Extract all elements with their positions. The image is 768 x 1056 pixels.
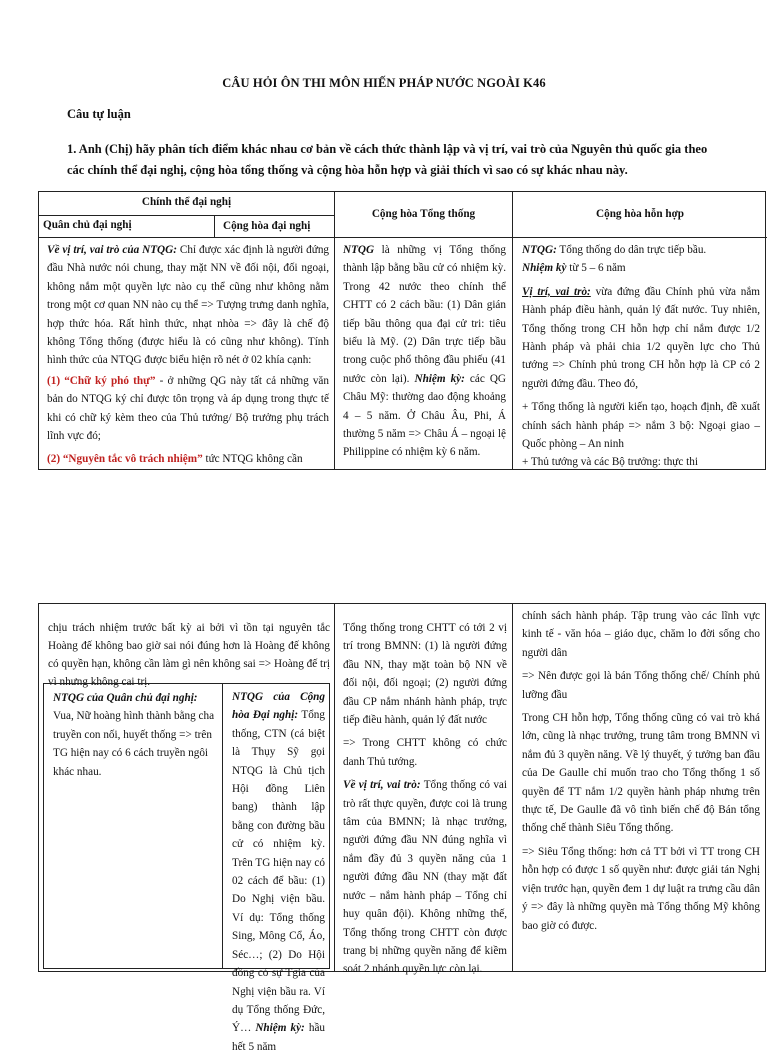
label: Về vị trí, vai trò của NTQG: <box>47 244 177 256</box>
label: (1) “Chữ ký phó thự” <box>47 374 156 387</box>
label: Nhiệm kỳ: <box>255 1022 305 1035</box>
text: là những vị Tổng thống thành lập bằng bầu cử có nhiệm kỳ. Trong 42 nước theo chính thể CHTT có 2 cách bầu: (1) Dân gián tiếp bầu thông qua đại cử tri: tiêu biểu là Mỹ. (2) Dân trực tiếp bầu trong cuộc phổ thông đầu phiếu (41 nước còn lại). <box>343 244 506 385</box>
section-heading: Câu tự luận <box>67 107 131 121</box>
text: hầu hết 5 năm <box>232 1022 325 1053</box>
text: => Trong CHTT không có chức danh Thủ tướng. <box>343 737 507 768</box>
header-parliamentary: Chính thể đại nghị <box>141 196 232 208</box>
text: Trong CH hỗn hợp, Tổng thống cũng có vai trò khá lớn, cũng là nhạc trưởng, trung tâm trong BMNN vì nắm đủ 3 quyền năng. Về lý thuyết, ý tưởng ban đầu của De Gaulle chỉ muốn trao cho Tổng thống 1 số quyền để TT nắm 1/2 quyền hành pháp nhưng trên thực tế, De Gaulle đã vô tình biến chế độ Bán tổng thống chế thành Siêu Tổng thống. <box>522 712 760 835</box>
comparison-table-top <box>38 191 766 470</box>
text: vừa đứng đầu Chính phủ vừa nắm Hành pháp điều hành, quản lý đất nước. Tuy nhiên, Tổng thống trong CH hỗn hợp chỉ nắm được 1/2 Hành pháp và phải chia 1/2 quyền lực cho Thủ tướng => Chính phủ trong CH hỗn hợp là CP có 2 người đứng đầu. Theo đó, <box>522 285 760 390</box>
text: chính sách hành pháp. Tập trung vào các lĩnh vực kinh tế - văn hóa – giáo dục, chăm lo đời sống cho người dân <box>522 610 760 659</box>
text: - ở những QG này tất cả những văn bản do NTQG ký chỉ được tôn trọng và áp dụng trong thực tế khi có chữ ký kèm theo của Thủ tướng/ Bộ trưởng phụ trách lĩnh vực đó; <box>47 374 329 443</box>
text: + Tổng thống là người kiến tạo, hoạch định, đề xuất chính sách hành pháp => nắm 3 bộ: Ngoại giao – Quốc phòng – An ninh <box>522 401 760 451</box>
comparison-table-bottom <box>38 603 766 1053</box>
question-text: 1. Anh (Chị) hãy phân tích điểm khác nhau cơ bản về cách thức thành lập và vị trí, vai trò của Nguyên thủ quốc gia theo các chính thể đại nghị, cộng hòa tổng thống và cộng hòa hỗn hợp và giải thích vì sao có sự khác nhau này. <box>67 142 708 177</box>
text: tức NTQG không cần <box>202 453 303 466</box>
semi-presidential-cell-top <box>522 241 760 477</box>
header-parliamentary-republic: Cộng hòa đại nghị <box>223 220 311 232</box>
text: Tổng thống, CTN (cá biệt là Thụy Sỹ gọi NTQG là Chủ tịch Hội đồng Liên bang) thành lập bằng con đường bầu cử có nhiệm kỳ. Trên TG hiện nay có 02 cách để bầu: (1) Do Nghị viện bầu. Ví dụ: Tổng thống Sing, Mông Cổ, Áo, Séc…; (2) Do Hội đồng có sự Tgia của Nghị viện bầu ra. Ví dụ Tổng thống Đức, Ý… <box>232 709 325 1035</box>
label: NTQG của Cộng hòa Đại nghị: <box>232 691 325 722</box>
parliamentary-cell-top <box>47 241 329 474</box>
constitutional-monarchy-box <box>43 683 223 969</box>
text: + Thủ tướng và các Bộ trưởng: thực thi <box>522 456 698 469</box>
parliamentary-cell-bottom-text: chịu trách nhiệm trước bất kỳ ai bởi vì tồn tại nguyên tắc Hoàng đế không bao giờ sai nói đúng hơn là Hoàng đế không có quyền hạn, không cần làm gì nên không sai => Hoàng đế trị vì nhưng không cai trị. <box>48 622 330 688</box>
text: Tổng thống trong CHTT có tới 2 vị trí trong BMNN: (1) là người đứng đầu NN, thay mặt toàn bộ NN về đối nội, đối ngoại; (2) người đứng đầu CP nắm nhánh hành pháp, trực tiếp điều hành, quản lý đất nước <box>343 622 507 727</box>
text: từ 5 – 6 năm <box>566 262 626 275</box>
text: Vua, Nữ hoàng hình thành bằng cha truyền con nối, huyết thống => trên TG hiện nay có 6 cách truyền ngôi khác nhau. <box>53 710 215 778</box>
label: NTQG: <box>522 244 557 256</box>
label: Vị trí, vai trò: <box>522 285 591 298</box>
text: Tổng thống có vai trò rất thực quyền, được coi là trung tâm của BMNN; là nhạc trưởng, người đứng đầu NN đúng nghĩa vì nắm đầy đủ 3 quyền năng của 1 người đứng đầu NN (thay mặt đất nước – nắm hành pháp – Tổng chỉ huy quân đội). Không những thế, Tổng thống trong CHTT còn được trang bị những quyền năng để kiềm soát 2 nhánh quyền lực còn lại. <box>343 779 507 976</box>
text: => Siêu Tổng thống: hơn cả TT bởi vì TT trong CH hỗn hợp có được 1 số quyền như: được giải tán Nghị viện trước hạn, quyền đem 1 dự luật ra trưng cầu dân ý => đây là những quyền mà Tổng thống Mỹ không bao giờ có được. <box>522 845 760 932</box>
document-title: CÂU HỎI ÔN THI MÔN HIẾN PHÁP NƯỚC NGOÀI K46 <box>222 76 546 90</box>
label: Nhiệm kỳ <box>522 262 567 275</box>
text: => Nên được gọi là bán Tổng thống chế/ Chính phủ lưỡng đầu <box>522 670 760 701</box>
text: Tổng thống do dân trực tiếp bầu. <box>556 244 707 256</box>
label: Về vị trí, vai trò: <box>343 779 421 792</box>
semi-presidential-cell-bottom <box>522 607 760 940</box>
label: NTQG của Quân chủ đại nghị: <box>53 692 198 704</box>
header-constitutional-monarchy: Quân chủ đại nghị <box>43 219 132 231</box>
label: (2) “Nguyên tắc vô trách nhiệm” <box>47 453 203 466</box>
header-semi-presidential: Cộng hòa hỗn hợp <box>596 208 684 220</box>
header-presidential: Cộng hòa Tổng thống <box>371 208 476 220</box>
text: Chỉ được xác định là người đứng đầu Nhà nước nói chung, thay mặt NN về đối nội, đối ngoại, không nắm một quyền lực nào cụ thể cũng như không nằm trong một cơ quan NN nào cụ thể => Tượng trưng danh nghĩa, hợp thức hóa. Rất hình thức, nhạt nhòa => đây là chế độ không Tổng thống (được hiểu là có cũng như không). Tính hình thức của NTQG được biểu hiện rõ nét ở 02 khía cạnh: <box>47 244 330 367</box>
presidential-cell-top <box>343 241 506 467</box>
label: NTQG <box>343 244 375 256</box>
text: các QG Châu Mỹ: thường dao động khoảng 4 – 5 năm. Ở Châu Âu, Phi, Á thường 5 năm => Châu Á – ngoại lệ Philippine có nhiệm kỳ 6 năm. <box>343 372 506 459</box>
presidential-cell-bottom <box>343 619 507 984</box>
label: Nhiệm kỳ: <box>414 372 465 385</box>
parliamentary-republic-cell <box>232 688 325 1056</box>
